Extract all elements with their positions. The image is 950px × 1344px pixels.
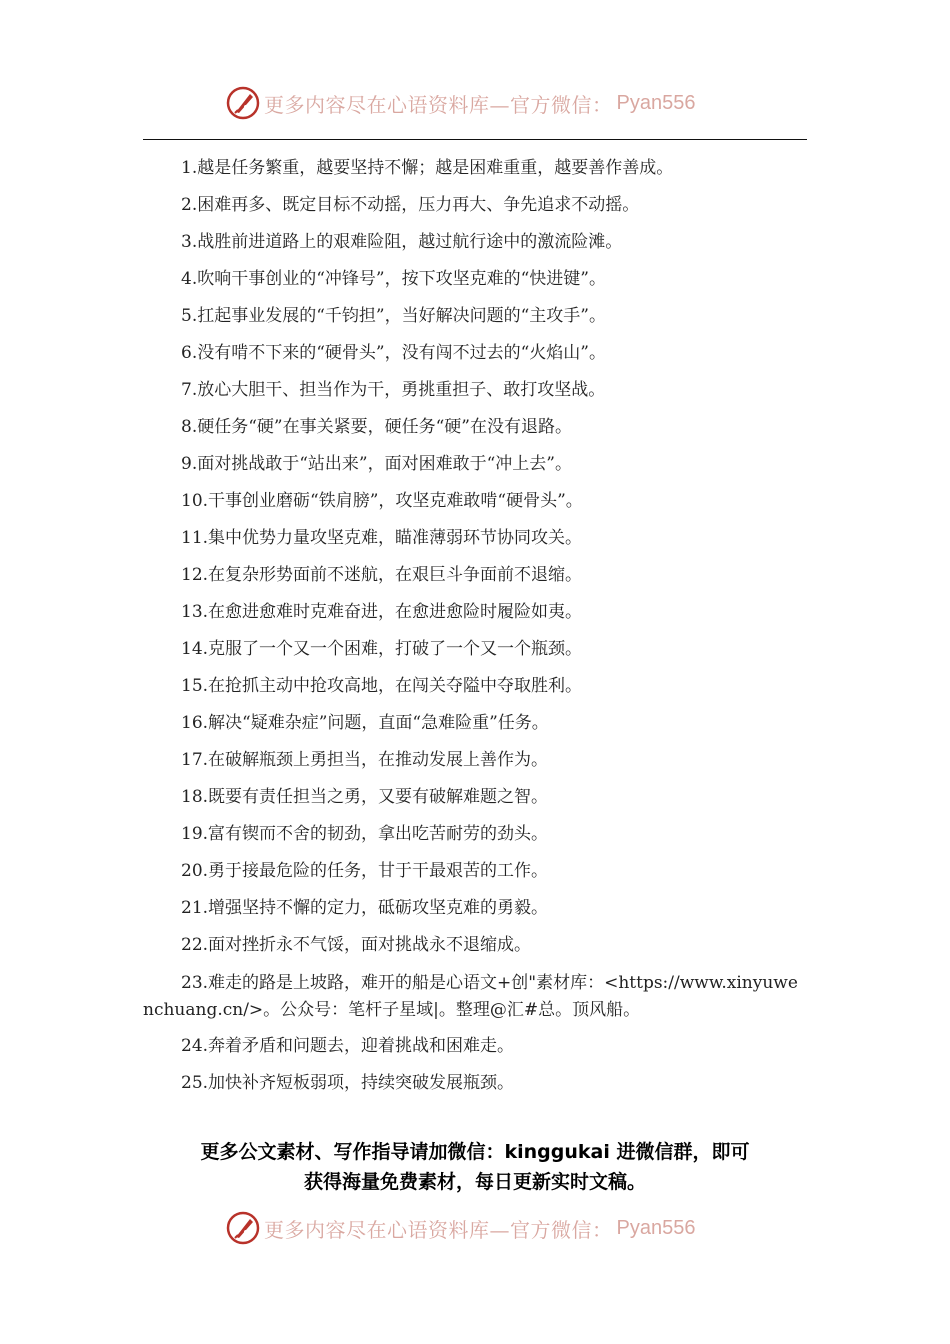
quill-logo-icon [226, 86, 260, 120]
banner-wechat-id: Pyan556 [616, 91, 696, 114]
header-divider [143, 139, 807, 140]
list-item: 18.既要有责任担当之勇，又要有破解难题之智。 [181, 787, 549, 807]
list-item: 1.越是任务繁重，越要坚持不懈；越是困难重重，越要善作善成。 [181, 158, 674, 178]
list-item: 14.克服了一个又一个困难，打破了一个又一个瓶颈。 [181, 639, 583, 659]
list-item: 17.在破解瓶颈上勇担当，在推动发展上善作为。 [181, 750, 549, 770]
notice-line: 获得海量免费素材，每日更新实时文稿。 [303, 1171, 646, 1193]
list-item: 8.硬任务“硬”在事关紧要，硬任务“硬”在没有退路。 [181, 417, 572, 437]
list-item: 6.没有啃不下来的“硬骨头”，没有闯不过去的“火焰山”。 [181, 343, 606, 363]
list-item: 24.奔着矛盾和问题去，迎着挑战和困难走。 [181, 1036, 515, 1056]
list-item: 15.在抢抓主动中抢攻高地，在闯关夺隘中夺取胜利。 [181, 676, 583, 696]
list-item: 5.扛起事业发展的“千钧担”，当好解决问题的“主攻手”。 [181, 306, 606, 326]
notice-line: 更多公文素材、写作指导请加微信：kinggukai 进微信群，即可 [200, 1141, 750, 1163]
quill-logo-icon [226, 1211, 260, 1245]
list-item: 7.放心大胆干、担当作为干，勇挑重担子、敢打攻坚战。 [181, 380, 606, 400]
list-item: 12.在复杂形势面前不迷航，在艰巨斗争面前不退缩。 [181, 565, 583, 585]
list-item: 21.增强坚持不懈的定力，砥砺攻坚克难的勇毅。 [181, 898, 549, 918]
list-item: 3.战胜前进道路上的艰难险阻，越过航行途中的激流险滩。 [181, 232, 623, 252]
banner-wechat-id: Pyan556 [616, 1216, 696, 1239]
list-item: 2.困难再多、既定目标不动摇，压力再大、争先追求不动摇。 [181, 195, 640, 215]
header-banner [0, 80, 950, 128]
list-item: 4.吹响干事创业的“冲锋号”，按下攻坚克难的“快进键”。 [181, 269, 606, 289]
list-item: 9.面对挑战敢于“站出来”，面对困难敢于“冲上去”。 [181, 454, 572, 474]
banner-text: 更多内容尽在心语资料库—官方微信： [264, 92, 613, 117]
list-item: 22.面对挫折永不气馁，面对挑战永不退缩成。 [181, 935, 532, 955]
list-item: 16.解决“疑难杂症”问题，直面“急难险重”任务。 [181, 713, 549, 733]
slogan-list [143, 150, 807, 1102]
list-item: 10.干事创业磨砺“铁肩膀”，攻坚克难敢啃“硬骨头”。 [181, 491, 583, 511]
list-item: 25.加快补齐短板弱项，持续突破发展瓶颈。 [181, 1073, 515, 1093]
list-item: 13.在愈进愈难时克难奋进，在愈进愈险时履险如夷。 [181, 602, 583, 622]
banner-text: 更多内容尽在心语资料库—官方微信： [264, 1217, 613, 1242]
contact-notice [143, 1137, 807, 1197]
list-item: 11.集中优势力量攻坚克难，瞄准薄弱环节协同攻关。 [181, 528, 583, 548]
footer-banner [0, 1205, 950, 1253]
list-item: 19.富有锲而不舍的韧劲，拿出吃苦耐劳的劲头。 [181, 824, 549, 844]
list-item: 23.难走的路是上坡路，难开的船是心语文+创"素材库：<https://www.xinyuwenchuang.cn/>。公众号：笔杆子星域|。整理@汇#总。顶风船。 [143, 973, 798, 1020]
list-item: 20.勇于接最危险的任务，甘于干最艰苦的工作。 [181, 861, 549, 881]
